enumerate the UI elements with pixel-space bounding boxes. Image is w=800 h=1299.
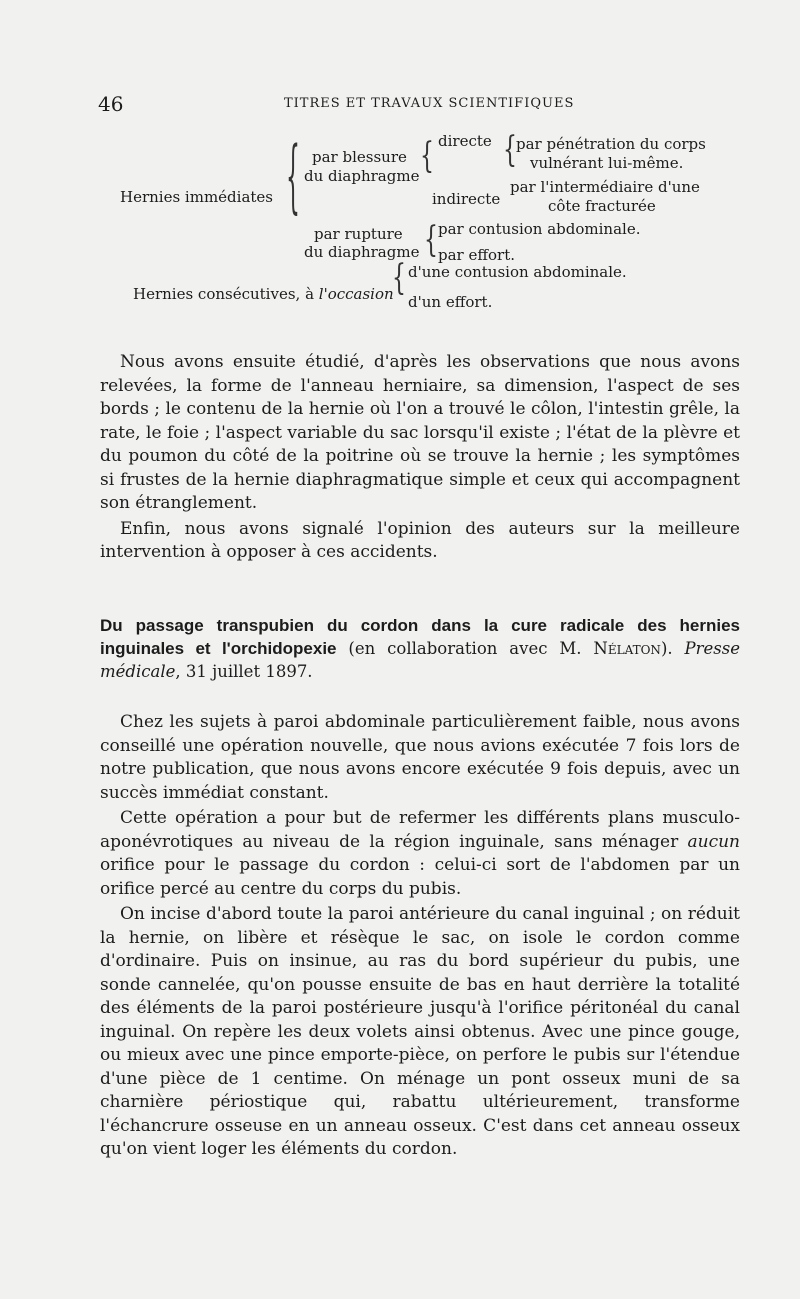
- paragraph: On incise d'abord toute la paroi antérieure du canal inguinal ; on réduit la hernie, on libère et résèque le sac, on isole le cordon comme d'ordinaire. Puis on insinue, au ras du bord supérieur du pubis, une sonde cannelée, qu'on pousse ensuite de bas en haut derrière la totalité des éléments de la paroi postérieure jusqu'à l'orifice péritonéal du canal inguinal. On repère les deux volets ainsi obtenus. Avec une pince gouge, ou mieux avec une pince emporte-pièce, on perfore le pubis sur l'étendue d'une pièce de 1 centime. On ménage un pont osseux muni de sa charnière périostique qui, rabattu ultérieurement, transforme l'échancrure osseuse en un anneau osseux. C'est dans cet anneau osseux qu'on vient loger les éléments du cordon.: [100, 904, 740, 1159]
- paragraph: Cette opération a pour but de refermer les différents plans musculo-aponévrotiques au niveau de la région inguinale, sans ménager aucun orifice pour le passage du cordon : celui-ci sort de l'abdomen par un orifice percé au centre du corps du pubis.: [100, 808, 740, 899]
- paragraph: Enfin, nous avons signalé l'opinion des auteurs sur la meilleure intervention à opposer à ces accidents.: [100, 518, 740, 562]
- publication-entry: Du passage transpubien du cordon dans la cure radicale des hernies inguinales et l'orchidopexie (en collaboration avec M. Nélaton). Presse médicale, 31 juillet 1897.: [100, 616, 740, 681]
- by-rupture-label-2: du diaphragme: [304, 243, 420, 261]
- paragraph: Chez les sujets à paroi abdominale particulièrement faible, nous avons conseillé une opération nouvelle, que nous avions exécutée 7 fois lors de notre publication, que nous avons encore exécutée 9 fois depuis, avec un succès immédiat constant.: [100, 712, 740, 803]
- running-title: TITRES ET TRAVAUX SCIENTIFIQUES: [284, 96, 575, 111]
- by-wound-label-2: du diaphragme: [304, 167, 420, 185]
- indirect-label: indirecte: [432, 190, 501, 208]
- direct-detail-1: par pénétration du corps: [516, 135, 706, 153]
- consecutive-detail-2: d'un effort.: [408, 293, 493, 311]
- rupture-detail-2: par effort.: [438, 246, 516, 264]
- journal-name: Presse médicale: [100, 639, 740, 681]
- brace-direct: {: [503, 130, 517, 171]
- consecutive-hernias-label: Hernies consécutives, à l'occasion: [133, 285, 394, 303]
- body-block-2: [100, 711, 740, 1162]
- indirect-detail-2: côte fracturée: [548, 197, 656, 215]
- brace-rupture: {: [424, 220, 438, 261]
- collaborator-name: Nélaton: [593, 639, 661, 658]
- body-block-1: [100, 351, 740, 565]
- publication-date: , 31 juillet 1897.: [175, 662, 313, 681]
- publication-title: Du passage transpubien du cordon dans la cure radicale des hernies inguinales et l'orchidopexie: [100, 616, 740, 658]
- page-number: 46: [98, 92, 124, 116]
- immediate-hernias-label: Hernies immédiates: [120, 188, 273, 206]
- direct-detail-2: vulnérant lui-même.: [530, 154, 684, 172]
- direct-label: directe: [438, 132, 492, 150]
- rupture-detail-1: par contusion abdominale.: [438, 220, 641, 238]
- collaboration-note-pre: (en collaboration avec M.: [336, 639, 594, 658]
- paragraph: Nous avons ensuite étudié, d'après les observations que nous avons relevées, la forme de l'anneau herniaire, sa dimension, l'aspect de ses bords ; le contenu de la hernie où l'on a trouvé le côlon, l'intestin grêle, la rate, le foie ; l'aspect variable du sac lorsqu'il existe ; l'état de la plèvre et du poumon du côté de la poitrine où se trouve la hernie ; les symptômes si frustes de la hernie diaphragmatique simple et ceux qui accompagnent son étranglement.: [100, 352, 740, 513]
- brace-consecutive: {: [392, 258, 406, 299]
- by-rupture-label: par rupture: [314, 225, 403, 243]
- indirect-detail-1: par l'intermédiaire d'une: [510, 178, 700, 196]
- brace-wound: {: [420, 136, 434, 177]
- brace-immediate: {: [286, 134, 300, 225]
- consecutive-detail-1: d'une contusion abdominale.: [408, 263, 627, 281]
- by-wound-label: par blessure: [312, 148, 407, 166]
